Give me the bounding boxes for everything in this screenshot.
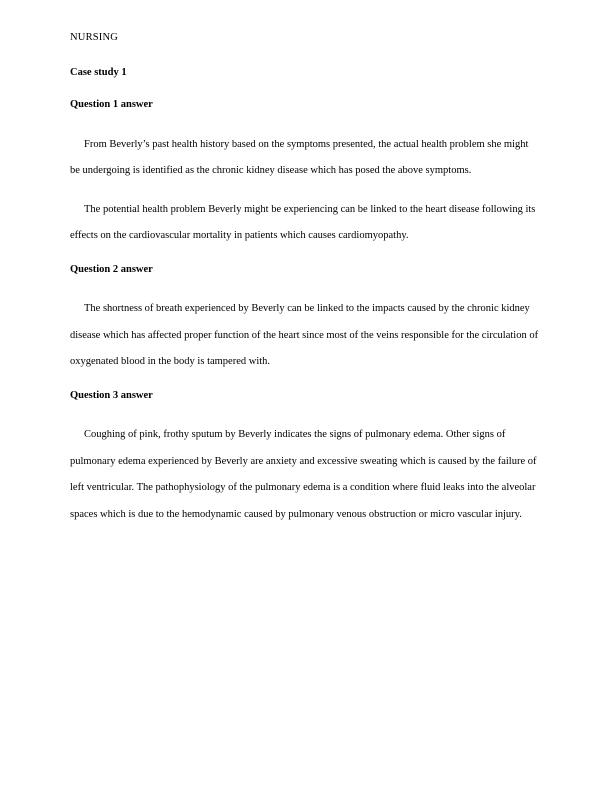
section-question-2 [70,264,540,376]
paragraph-q1-2: The potential health problem Beverly might be experiencing can be linked to the heart disease following its effects on the cardiovascular mortality in patients which causes cardiomyopathy. [70,203,536,242]
section-heading-question-1: Question 1 answer [70,99,153,111]
paragraph-q2-1: The shortness of breath experienced by Beverly can be linked to the impacts caused by the chronic kidney disease which has affected proper function of the heart since most of the veins responsible for the circulation of oxygenated blood in the body is tampered with. [70,303,539,368]
section-heading-question-2: Question 2 answer [70,263,153,275]
section-question-3 [70,390,540,529]
paragraph-q1-1: From Beverly’s past health history based on the symptoms presented, the actual health problem she might be undergoing is identified as the chronic kidney disease which has posed the above symptoms. [70,138,529,177]
document-header: NURSING [70,32,119,43]
paragraph-q3-1: Coughing of pink, frothy sputum by Beverly indicates the signs of pulmonary edema. Other signs of pulmonary edema experienced by Beverly are anxiety and excessive sweating which is caused by the failure of left ventricular. The pathophysiology of the pulmonary edema is a condition where fluid leaks into the alveolar spaces which is due to the hemodynamic caused by pulmonary venous obstruction or micro vascular injury. [70,429,537,520]
section-heading-question-3: Question 3 answer [70,389,153,401]
section-question-1 [70,99,540,250]
section-heading-case-study: Case study 1 [70,66,127,78]
section-case-study [70,67,540,80]
